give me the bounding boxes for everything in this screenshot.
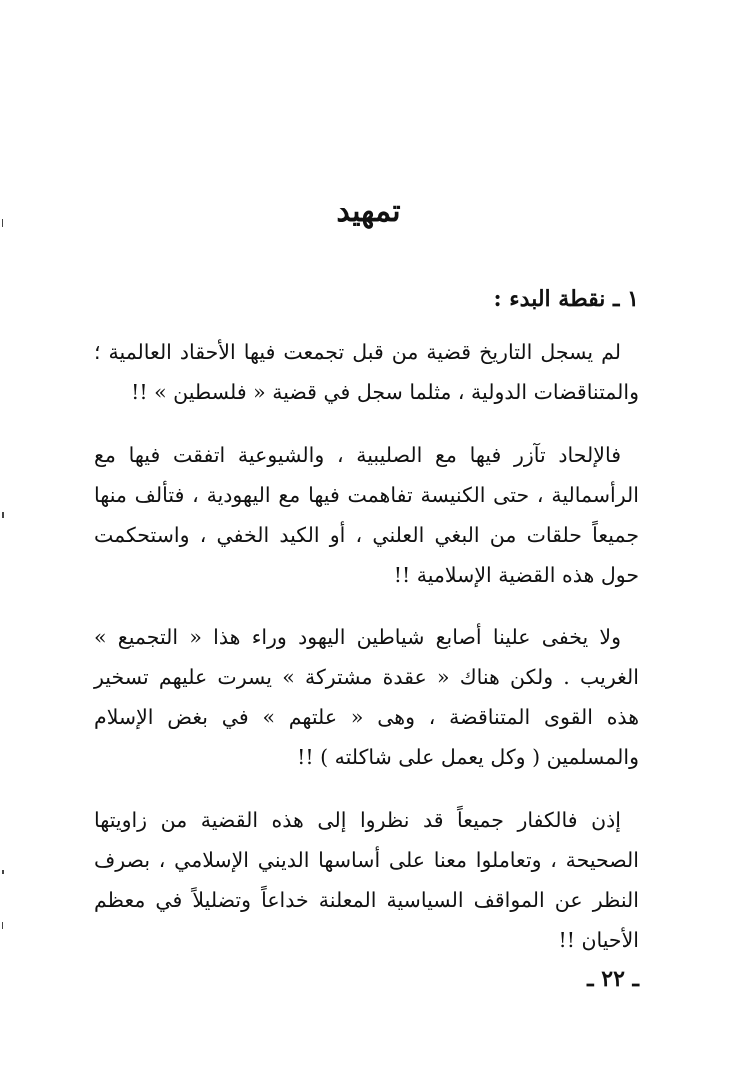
paragraph-text: فالإلحاد تآزر فيها مع الصليبية ، والشيوعية اتفقت فيها مع الرأسمالية ، حتى الكنيسة تفاهمت فيها مع اليهودية ، فتألف منها جميعاً حلقات من البغي العلني ، أو الكيد الخفي ، واستحكمت حول هذه القضية الإسلامية !! <box>94 443 639 587</box>
scan-edge-mark <box>2 922 3 929</box>
paragraph-text: ولا يخفى علينا أصابع شياطين اليهود وراء هذا « التجميع » الغريب . ولكن هناك « عقدة مشتركة » يسرت عليهم تسخير هذه القوى المتناقضة ، وهى « علتهم » في بغض الإسلام والمسلمين ( وكل يعمل على شاكلته ) !! <box>94 625 639 769</box>
paragraph-text: لم يسجل التاريخ قضية من قبل تجمعت فيها الأحقاد العالمية ؛ والمتناقضات الدولية ، مثلما سجل في قضية « فلسطين » !! <box>94 340 639 404</box>
paragraph-1 <box>94 332 639 412</box>
paragraph-4 <box>94 800 639 960</box>
section-heading: ١ ـ نقطة البدء : <box>493 286 639 312</box>
page-number: ـ ٢٢ ـ <box>587 966 639 992</box>
scan-edge-mark <box>2 512 4 518</box>
scan-edge-mark <box>2 870 4 874</box>
scan-edge-mark <box>2 219 3 227</box>
paragraph-3 <box>94 617 639 777</box>
paragraph-2 <box>94 435 639 595</box>
paragraph-text: إذن فالكفار جميعاً قد نظروا إلى هذه القضية من زاويتها الصحيحة ، وتعاملوا معنا على أساسها الديني الإسلامي ، بصرف النظر عن المواقف السياسية المعلنة خداعاً وتضليلاً في معظم الأحيان !! <box>94 808 639 952</box>
page-title: تمهيد <box>336 194 401 229</box>
